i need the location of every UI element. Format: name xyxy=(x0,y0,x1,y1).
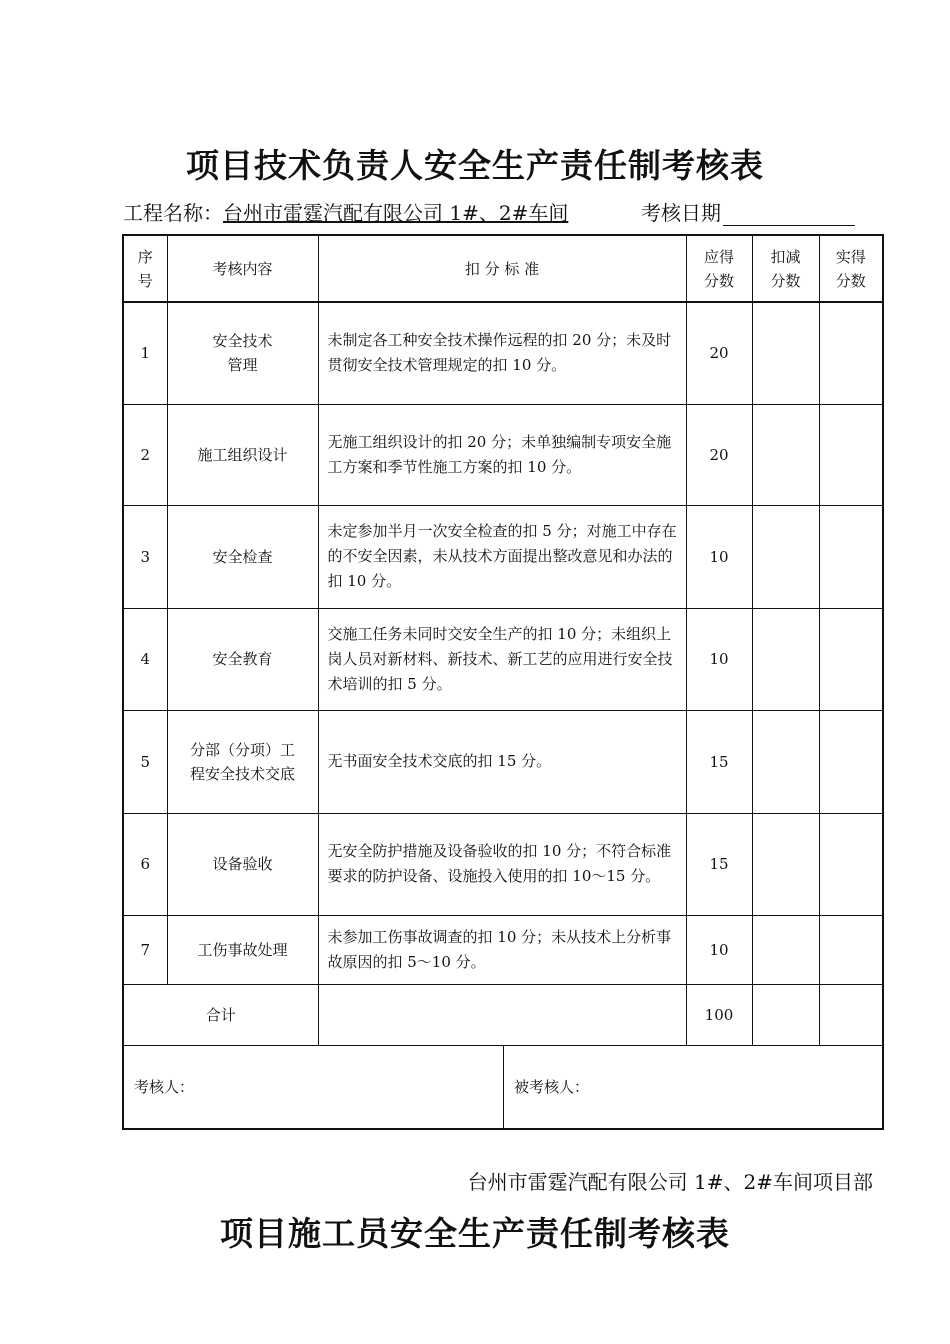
project-label: 工程名称： xyxy=(123,201,223,225)
table-row xyxy=(123,813,883,915)
row-deduct-cell[interactable] xyxy=(752,608,819,710)
table-row xyxy=(123,404,883,505)
row-no: 1 xyxy=(123,302,167,404)
total-criteria-cell xyxy=(318,984,686,1045)
header-deduct-score: 扣减 分数 xyxy=(752,235,819,302)
row-content: 安全检查 xyxy=(167,505,318,608)
row-content: 设备验收 xyxy=(167,813,318,915)
row-no: 6 xyxy=(123,813,167,915)
row-actual-cell[interactable] xyxy=(819,404,883,505)
row-actual-cell[interactable] xyxy=(819,813,883,915)
row-actual-cell[interactable] xyxy=(819,915,883,984)
row-no: 2 xyxy=(123,404,167,505)
row-due-score: 10 xyxy=(686,915,752,984)
row-criteria: 未参加工伤事故调查的扣 10 分；未从技术上分析事故原因的扣 5～10 分。 xyxy=(318,915,686,984)
row-no: 4 xyxy=(123,608,167,710)
total-row xyxy=(123,984,883,1045)
row-due-score: 15 xyxy=(686,813,752,915)
date-label: 考核日期 xyxy=(641,201,721,225)
project-name: 台州市雷霆汽配有限公司 1#、2#车间 xyxy=(223,201,569,225)
table-row xyxy=(123,302,883,404)
date-blank-field[interactable] xyxy=(723,205,855,226)
row-deduct-cell[interactable] xyxy=(752,302,819,404)
row-deduct-cell[interactable] xyxy=(752,710,819,813)
row-content: 分部（分项）工 程安全技术交底 xyxy=(167,710,318,813)
total-score: 100 xyxy=(686,984,752,1045)
header-criteria: 扣 分 标 准 xyxy=(318,235,686,302)
header-content: 考核内容 xyxy=(167,235,318,302)
row-deduct-cell[interactable] xyxy=(752,505,819,608)
assessment-date xyxy=(641,197,855,226)
total-label: 合计 xyxy=(123,984,318,1045)
row-deduct-cell[interactable] xyxy=(752,404,819,505)
assessee-signature[interactable]: 被考核人： xyxy=(514,1077,590,1096)
row-deduct-cell[interactable] xyxy=(752,813,819,915)
table-header-row xyxy=(123,235,883,302)
table-row xyxy=(123,710,883,813)
row-criteria: 无安全防护措施及设备验收的扣 10 分；不符合标准要求的防护设备、设施投入使用的扣 10～15 分。 xyxy=(318,813,686,915)
next-page-title: 项目施工员安全生产责任制考核表 xyxy=(220,1214,730,1253)
row-content: 安全教育 xyxy=(167,608,318,710)
table-row xyxy=(123,505,883,608)
row-content: 施工组织设计 xyxy=(167,404,318,505)
row-no: 7 xyxy=(123,915,167,984)
header-actual-score: 实得 分数 xyxy=(819,235,883,302)
table-row xyxy=(123,608,883,710)
row-criteria: 未定参加半月一次安全检查的扣 5 分；对施工中存在的不安全因素，未从技术方面提出整改意见和办法的扣 10 分。 xyxy=(318,505,686,608)
row-actual-cell[interactable] xyxy=(819,505,883,608)
total-deduct-cell[interactable] xyxy=(752,984,819,1045)
assessment-table xyxy=(122,234,884,1130)
signature-row xyxy=(123,1045,883,1129)
row-content: 安全技术 管理 xyxy=(167,302,318,404)
row-actual-cell[interactable] xyxy=(819,608,883,710)
row-due-score: 20 xyxy=(686,404,752,505)
row-criteria: 交施工任务未同时交安全生产的扣 10 分；未组织上岗人员对新材料、新技术、新工艺的应用进行安全技术培训的扣 5 分。 xyxy=(318,608,686,710)
project-info-line xyxy=(123,197,883,226)
row-due-score: 10 xyxy=(686,608,752,710)
row-criteria: 未制定各工种安全技术操作远程的扣 20 分；未及时贯彻安全技术管理规定的扣 10 分。 xyxy=(318,302,686,404)
assessor-signature[interactable]: 考核人： xyxy=(124,1046,504,1128)
header-due-score: 应得 分数 xyxy=(686,235,752,302)
row-due-score: 15 xyxy=(686,710,752,813)
row-no: 5 xyxy=(123,710,167,813)
total-actual-cell[interactable] xyxy=(819,984,883,1045)
row-criteria: 无施工组织设计的扣 20 分；未单独编制专项安全施工方案和季节性施工方案的扣 10 分。 xyxy=(318,404,686,505)
row-actual-cell[interactable] xyxy=(819,710,883,813)
header-no: 序 号 xyxy=(123,235,167,302)
footer-organization: 台州市雷霆汽配有限公司 1#、2#车间项目部 xyxy=(467,1170,873,1194)
row-due-score: 20 xyxy=(686,302,752,404)
row-actual-cell[interactable] xyxy=(819,302,883,404)
row-deduct-cell[interactable] xyxy=(752,915,819,984)
table-row xyxy=(123,915,883,984)
row-due-score: 10 xyxy=(686,505,752,608)
row-criteria: 无书面安全技术交底的扣 15 分。 xyxy=(318,710,686,813)
row-no: 3 xyxy=(123,505,167,608)
row-content: 工伤事故处理 xyxy=(167,915,318,984)
page-title: 项目技术负责人安全生产责任制考核表 xyxy=(186,146,764,185)
